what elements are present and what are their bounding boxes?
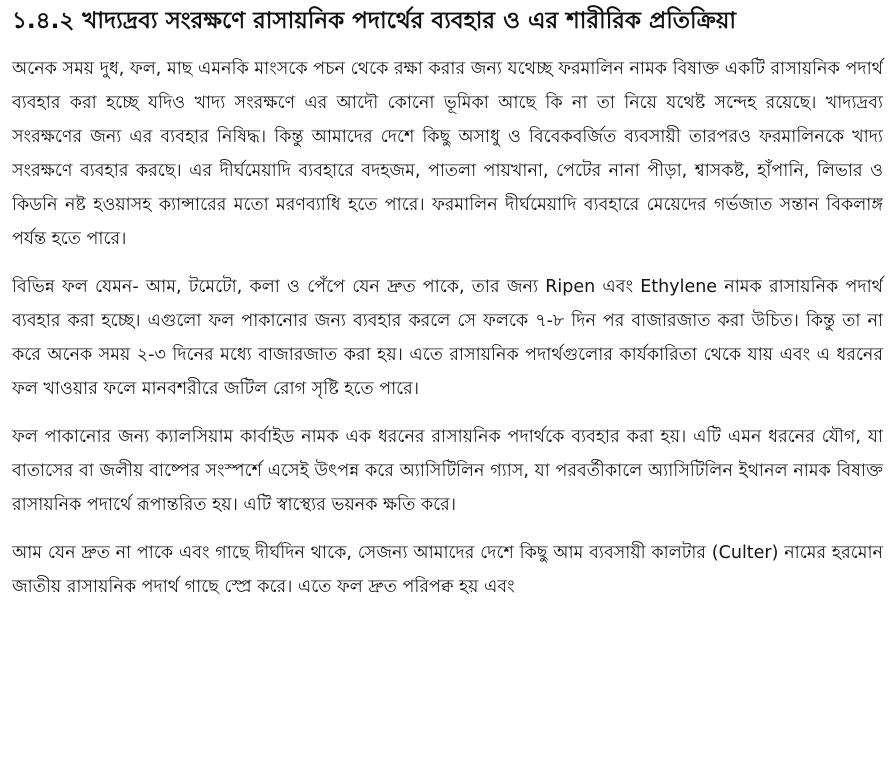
paragraph-culter: আম যেন দ্রুত না পাকে এবং গাছে দীর্ঘদিন থাকে, সেজন্য আমাদের দেশে কিছু আম ব্যবসায়ী কালটার (Culter) নামের হরমোন জাতীয় রাসায়নিক পদার্থ গাছে স্প্রে করে। এতে ফল দ্রুত পরিপক্ব হয় এবং	[12, 543, 883, 597]
paragraph-formalin: অনেক সময় দুধ, ফল, মাছ এমনকি মাংসকে পচন থেকে রক্ষা করার জন্য যথেচ্ছ ফরমালিন নামক বিষাক্ত একটি রাসায়নিক পদার্থ ব্যবহার করা হচ্ছে যদিও খাদ্য সংরক্ষণে এর আদৌ কোনো ভূমিকা আছে কি না তা নিয়ে যথেষ্ট সন্দেহ রয়েছে। খাদ্যদ্রব্য সংরক্ষণের জন্য এর ব্যবহার নিষিদ্ধ। কিন্তু আমাদের দেশে কিছু অসাধু ও বিবেকবর্জিত ব্যবসায়ী তারপরও ফরমালিনকে খাদ্য সংরক্ষণে ব্যবহার করছে। এর দীর্ঘমেয়াদি ব্যবহারে বদহজম, পাতলা পায়খানা, পেটের নানা পীড়া, শ্বাসকষ্ট, হাঁপানি, লিভার ও কিডনি নষ্ট হওয়াসহ ক্যান্সারের মতো মরণব্যাধি হতে পারে। ফরমালিন দীর্ঘমেয়াদি ব্যবহারে মেয়েদের গর্ভজাত সন্তান বিকলাঙ্গ পর্যন্ত হতে পারে।	[12, 59, 883, 249]
paragraph-ripen-ethylene: বিভিন্ন ফল যেমন- আম, টমেটো, কলা ও পেঁপে যেন দ্রুত পাকে, তার জন্য Ripen এবং Ethylene নামক রাসায়নিক পদার্থ ব্যবহার করা হচ্ছে। এগুলো ফল পাকানোর জন্য ব্যবহার করলে সে ফলকে ৭-৮ দিন পর বাজারজাত করা উচিত। কিন্তু তা না করে অনেক সময় ২-৩ দিনের মধ্যে বাজারজাত করা হয়। এতে রাসায়নিক পদার্থগুলোর কার্যকারিতা থেকে যায় এবং এ ধরনের ফল খাওয়ার ফলে মানবশরীরে জটিল রোগ সৃষ্টি হতে পারে।	[12, 277, 883, 399]
section-heading: ১.৪.২ খাদ্যদ্রব্য সংরক্ষণে রাসায়নিক পদার্থের ব্যবহার ও এর শারীরিক প্রতিক্রিয়া	[12, 8, 737, 34]
paragraph-calcium-carbide: ফল পাকানোর জন্য ক্যালসিয়াম কার্বাইড নামক এক ধরনের রাসায়নিক পদার্থকে ব্যবহার করা হয়। এটি এমন ধরনের যৌগ, যা বাতাসের বা জলীয় বাষ্পের সংস্পর্শে এসেই উৎপন্ন করে অ্যাসিটিলিন গ্যাস, যা পরবর্তীকালে অ্যাসিটিলিন ইথানল নামক বিষাক্ত রাসায়নিক পদার্থে রূপান্তরিত হয়। এটি স্বাস্থ্যের ভয়নক ক্ষতি করে।	[12, 427, 883, 515]
